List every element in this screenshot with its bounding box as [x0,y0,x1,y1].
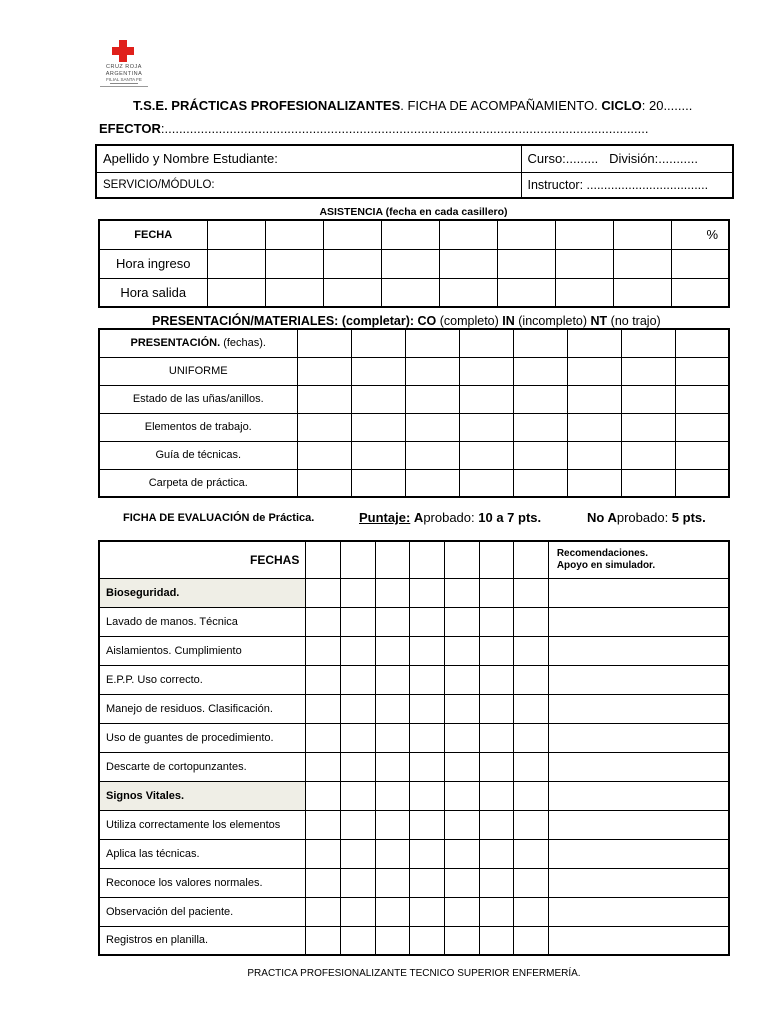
score-cell[interactable] [410,926,445,955]
hora-ingreso-label: Hora ingreso [99,249,207,278]
score-cell[interactable] [444,694,479,723]
student-info-table [95,144,734,199]
percent-cell: % [671,220,729,249]
criterion-label: Uso de guantes de procedimiento. [99,723,306,752]
date-cell[interactable] [444,541,479,578]
score-cell[interactable] [306,926,341,955]
score-cell[interactable] [410,839,445,868]
score-cell[interactable] [479,578,514,607]
score-cell[interactable] [306,665,341,694]
criterion-label: Reconoce los valores normales. [99,868,306,897]
presentation-cell[interactable] [405,441,459,469]
attendance-cell[interactable] [613,278,671,307]
score-cell[interactable] [514,839,549,868]
presentation-table [98,328,730,498]
criterion-label: Aplica las técnicas. [99,839,306,868]
score-cell[interactable] [375,839,410,868]
attendance-table [98,219,730,308]
efector-field[interactable]: :...................................................................................................................................... [160,121,649,136]
score-cell[interactable] [444,752,479,781]
evaluation-row [99,926,729,955]
score-cell[interactable] [340,868,375,897]
score-cell[interactable] [479,781,514,810]
presentation-cell[interactable] [513,329,567,357]
presentation-cell[interactable] [675,329,729,357]
score-cell[interactable] [410,723,445,752]
ciclo-label: CICLO [601,98,642,113]
score-cell[interactable] [514,868,549,897]
date-cell[interactable] [340,541,375,578]
attendance-cell[interactable] [323,220,381,249]
attendance-cell[interactable] [381,278,439,307]
criterion-label: Manejo de residuos. Clasificación. [99,694,306,723]
attendance-cell[interactable] [497,249,555,278]
score-cell[interactable] [340,723,375,752]
presentation-cell[interactable] [621,469,675,497]
presentation-cell[interactable] [567,329,621,357]
score-cell[interactable] [410,665,445,694]
presentation-cell[interactable] [621,357,675,385]
score-cell[interactable] [410,868,445,897]
presentation-cell[interactable] [405,329,459,357]
presentation-cell[interactable] [351,441,405,469]
attendance-cell[interactable] [323,249,381,278]
score-cell[interactable] [514,752,549,781]
presentation-cell[interactable] [351,385,405,413]
attendance-cell[interactable] [265,220,323,249]
score-cell[interactable] [375,665,410,694]
presentation-cell[interactable] [675,469,729,497]
recommendation-cell[interactable] [548,810,729,839]
presentation-cell[interactable] [459,413,513,441]
score-cell[interactable] [306,839,341,868]
puntaje-no-aprobado: No Aprobado: 5 pts. [587,510,706,525]
score-cell[interactable] [514,723,549,752]
score-cell[interactable] [514,636,549,665]
score-cell[interactable] [375,752,410,781]
attendance-cell[interactable] [439,278,497,307]
date-cell[interactable] [306,541,341,578]
criterion-label: E.P.P. Uso correcto. [99,665,306,694]
score-cell[interactable] [306,897,341,926]
score-cell[interactable] [479,752,514,781]
score-cell[interactable] [375,636,410,665]
puntaje-aprobado: Puntaje: Aprobado: 10 a 7 pts. [359,510,542,525]
score-cell[interactable] [479,694,514,723]
score-cell[interactable] [479,897,514,926]
attendance-cell[interactable] [439,249,497,278]
presentation-cell[interactable] [675,385,729,413]
presentation-cell[interactable] [567,413,621,441]
presentation-cell[interactable] [351,413,405,441]
score-cell[interactable] [306,636,341,665]
presentation-cell[interactable] [459,357,513,385]
attendance-cell[interactable] [497,278,555,307]
score-cell[interactable] [410,694,445,723]
recomendaciones-line1: Recomendaciones. [556,548,648,559]
curso-division-field[interactable]: Curso:......... División:........... [521,145,733,172]
fecha-header: FECHA [99,220,207,249]
score-cell[interactable] [340,636,375,665]
score-cell[interactable] [514,578,549,607]
score-cell[interactable] [514,897,549,926]
attendance-cell[interactable] [265,278,323,307]
date-cell[interactable] [514,541,549,578]
score-cell[interactable] [444,810,479,839]
score-cell[interactable] [514,607,549,636]
score-cell[interactable] [340,926,375,955]
attendance-cell[interactable] [381,249,439,278]
presentation-cell[interactable] [567,385,621,413]
score-cell[interactable] [306,607,341,636]
presentation-title: PRESENTACIÓN/MATERIALES: (completar): CO (completo) IN (incompleto) NT (no trajo) [152,314,661,328]
score-cell[interactable] [410,897,445,926]
presentation-cell[interactable] [513,413,567,441]
attendance-cell[interactable] [555,249,613,278]
score-cell[interactable] [306,868,341,897]
evaluation-table [98,540,730,956]
attendance-cell[interactable] [497,220,555,249]
title-rest: . FICHA DE ACOMPAÑAMIENTO. [400,98,602,113]
score-cell[interactable] [479,839,514,868]
score-cell[interactable] [514,810,549,839]
presentation-cell[interactable] [405,413,459,441]
score-cell[interactable] [444,578,479,607]
attendance-cell[interactable] [381,220,439,249]
score-cell[interactable] [444,665,479,694]
presentation-cell[interactable] [513,385,567,413]
attendance-cell[interactable] [555,220,613,249]
score-cell[interactable] [306,781,341,810]
score-cell[interactable] [375,926,410,955]
ciclo-value: : 20........ [641,98,693,113]
presentation-cell[interactable] [513,441,567,469]
presentation-cell[interactable] [621,441,675,469]
recommendation-cell[interactable] [548,636,729,665]
recommendation-cell[interactable] [548,897,729,926]
student-name-field[interactable]: Apellido y Nombre Estudiante: [96,145,521,172]
section-row [99,781,729,810]
evaluation-row [99,897,729,926]
logo-text-1: CRUZ ROJA [106,64,142,70]
score-cell[interactable] [306,752,341,781]
cruz-roja-logo [92,38,156,92]
recommendation-cell[interactable] [548,926,729,955]
score-cell[interactable] [479,868,514,897]
criterion-label: Aislamientos. Cumplimiento [99,636,306,665]
score-cell[interactable] [340,578,375,607]
presentation-cell[interactable] [459,441,513,469]
presentation-row-label: Estado de las uñas/anillos. [99,385,297,413]
efector-line [99,121,649,136]
presentation-cell[interactable] [621,413,675,441]
presentation-cell[interactable] [351,357,405,385]
score-cell[interactable] [340,752,375,781]
score-cell[interactable] [410,636,445,665]
criterion-label: Utiliza correctamente los elementos [99,810,306,839]
logo-text-3: FILIAL SANTA FE [106,77,142,82]
score-cell[interactable] [375,607,410,636]
presentation-cell[interactable] [459,469,513,497]
recommendation-cell[interactable] [548,723,729,752]
page-title [133,98,692,113]
score-cell[interactable] [410,810,445,839]
score-cell[interactable] [479,607,514,636]
presentation-cell[interactable] [351,469,405,497]
score-cell[interactable] [375,810,410,839]
logo-text-4 [110,83,138,84]
score-cell[interactable] [479,926,514,955]
score-cell[interactable] [514,926,549,955]
presentation-cell[interactable] [513,357,567,385]
section-label: Bioseguridad. [99,578,306,607]
instructor-field[interactable]: Instructor: ................................... [521,172,733,198]
presentation-cell[interactable] [405,357,459,385]
recomendaciones-line2: Apoyo en simulador. [556,560,656,571]
evaluation-row [99,607,729,636]
evaluation-row [99,694,729,723]
evaluation-row [99,636,729,665]
evaluation-title: FICHA DE EVALUACIÓN de Práctica. [123,512,315,524]
score-cell[interactable] [375,781,410,810]
score-cell[interactable] [340,781,375,810]
score-cell[interactable] [340,839,375,868]
attendance-cell[interactable] [613,249,671,278]
presentation-cell[interactable] [297,413,351,441]
attendance-cell[interactable] [265,249,323,278]
score-cell[interactable] [410,781,445,810]
presentation-cell[interactable] [405,385,459,413]
score-cell[interactable] [306,694,341,723]
score-cell[interactable] [444,897,479,926]
attendance-cell[interactable] [323,278,381,307]
evaluation-row [99,665,729,694]
presentation-row-label: Guía de técnicas. [99,441,297,469]
score-cell[interactable] [410,752,445,781]
presentation-cell[interactable] [351,329,405,357]
attendance-cell[interactable] [207,249,265,278]
section-label: Signos Vitales. [99,781,306,810]
score-cell[interactable] [444,636,479,665]
presentation-cell[interactable] [567,357,621,385]
score-cell[interactable] [340,694,375,723]
score-cell[interactable] [514,665,549,694]
presentation-cell[interactable] [459,385,513,413]
attendance-cell[interactable] [671,278,729,307]
score-cell[interactable] [444,868,479,897]
score-cell[interactable] [444,839,479,868]
date-cell[interactable] [410,541,445,578]
servicio-field[interactable]: SERVICIO/MÓDULO: [96,172,521,198]
attendance-cell[interactable] [439,220,497,249]
attendance-cell[interactable] [207,278,265,307]
recommendation-cell[interactable] [548,694,729,723]
score-cell[interactable] [340,897,375,926]
recomendaciones-header [548,541,729,578]
logo-text-2: ARGENTINA [105,71,143,77]
presentation-header: PRESENTACIÓN. (fechas). [99,329,297,357]
footer-text: PRACTICA PROFESIONALIZANTE TECNICO SUPERIOR ENFERMERÍA. [247,968,581,979]
score-cell[interactable] [444,723,479,752]
recommendation-cell[interactable] [548,665,729,694]
presentation-cell[interactable] [675,441,729,469]
presentation-cell[interactable] [297,329,351,357]
presentation-row-label: UNIFORME [99,357,297,385]
presentation-cell[interactable] [405,469,459,497]
evaluation-row [99,839,729,868]
presentation-cell[interactable] [675,413,729,441]
score-cell[interactable] [444,781,479,810]
presentation-cell[interactable] [297,469,351,497]
attendance-cell[interactable] [671,249,729,278]
score-cell[interactable] [375,897,410,926]
presentation-cell[interactable] [297,441,351,469]
score-cell[interactable] [375,694,410,723]
score-cell[interactable] [375,868,410,897]
score-cell[interactable] [444,926,479,955]
recommendation-cell[interactable] [548,578,729,607]
presentation-cell[interactable] [297,357,351,385]
score-cell[interactable] [340,665,375,694]
score-cell[interactable] [410,607,445,636]
red-cross-icon [112,40,134,62]
presentation-cell[interactable] [567,469,621,497]
criterion-label: Observación del paciente. [99,897,306,926]
presentation-cell[interactable] [513,469,567,497]
date-cell[interactable] [375,541,410,578]
recommendation-cell[interactable] [548,839,729,868]
score-cell[interactable] [410,578,445,607]
recommendation-cell[interactable] [548,752,729,781]
score-cell[interactable] [514,781,549,810]
score-cell[interactable] [479,810,514,839]
presentation-cell[interactable] [297,385,351,413]
title-bold: T.S.E. PRÁCTICAS PROFESIONALIZANTES [133,98,401,113]
attendance-cell[interactable] [555,278,613,307]
score-cell[interactable] [479,636,514,665]
score-cell[interactable] [340,607,375,636]
presentation-cell[interactable] [621,329,675,357]
evaluation-row [99,868,729,897]
recommendation-cell[interactable] [548,607,729,636]
criterion-label: Registros en planilla. [99,926,306,955]
attendance-cell[interactable] [207,220,265,249]
evaluation-row [99,723,729,752]
recommendation-cell[interactable] [548,781,729,810]
score-cell[interactable] [375,578,410,607]
score-cell[interactable] [514,694,549,723]
fechas-header: FECHAS [99,541,306,578]
score-cell[interactable] [479,723,514,752]
efector-label: EFECTOR [99,121,161,136]
criterion-label: Lavado de manos. Técnica [99,607,306,636]
score-cell[interactable] [375,723,410,752]
date-cell[interactable] [479,541,514,578]
presentation-cell[interactable] [675,357,729,385]
criterion-label: Descarte de cortopunzantes. [99,752,306,781]
presentation-cell[interactable] [567,441,621,469]
logo-text-5 [100,86,148,87]
score-cell[interactable] [444,607,479,636]
presentation-cell[interactable] [621,385,675,413]
score-cell[interactable] [306,810,341,839]
attendance-cell[interactable] [613,220,671,249]
section-row [99,578,729,607]
score-cell[interactable] [306,578,341,607]
attendance-title: ASISTENCIA (fecha en cada casillero) [319,206,508,218]
score-cell[interactable] [340,810,375,839]
presentation-row-label: Elementos de trabajo. [99,413,297,441]
presentation-cell[interactable] [459,329,513,357]
score-cell[interactable] [479,665,514,694]
score-cell[interactable] [306,723,341,752]
hora-salida-label: Hora salida [99,278,207,307]
presentation-row-label: Carpeta de práctica. [99,469,297,497]
evaluation-row [99,752,729,781]
evaluation-row [99,810,729,839]
recommendation-cell[interactable] [548,868,729,897]
